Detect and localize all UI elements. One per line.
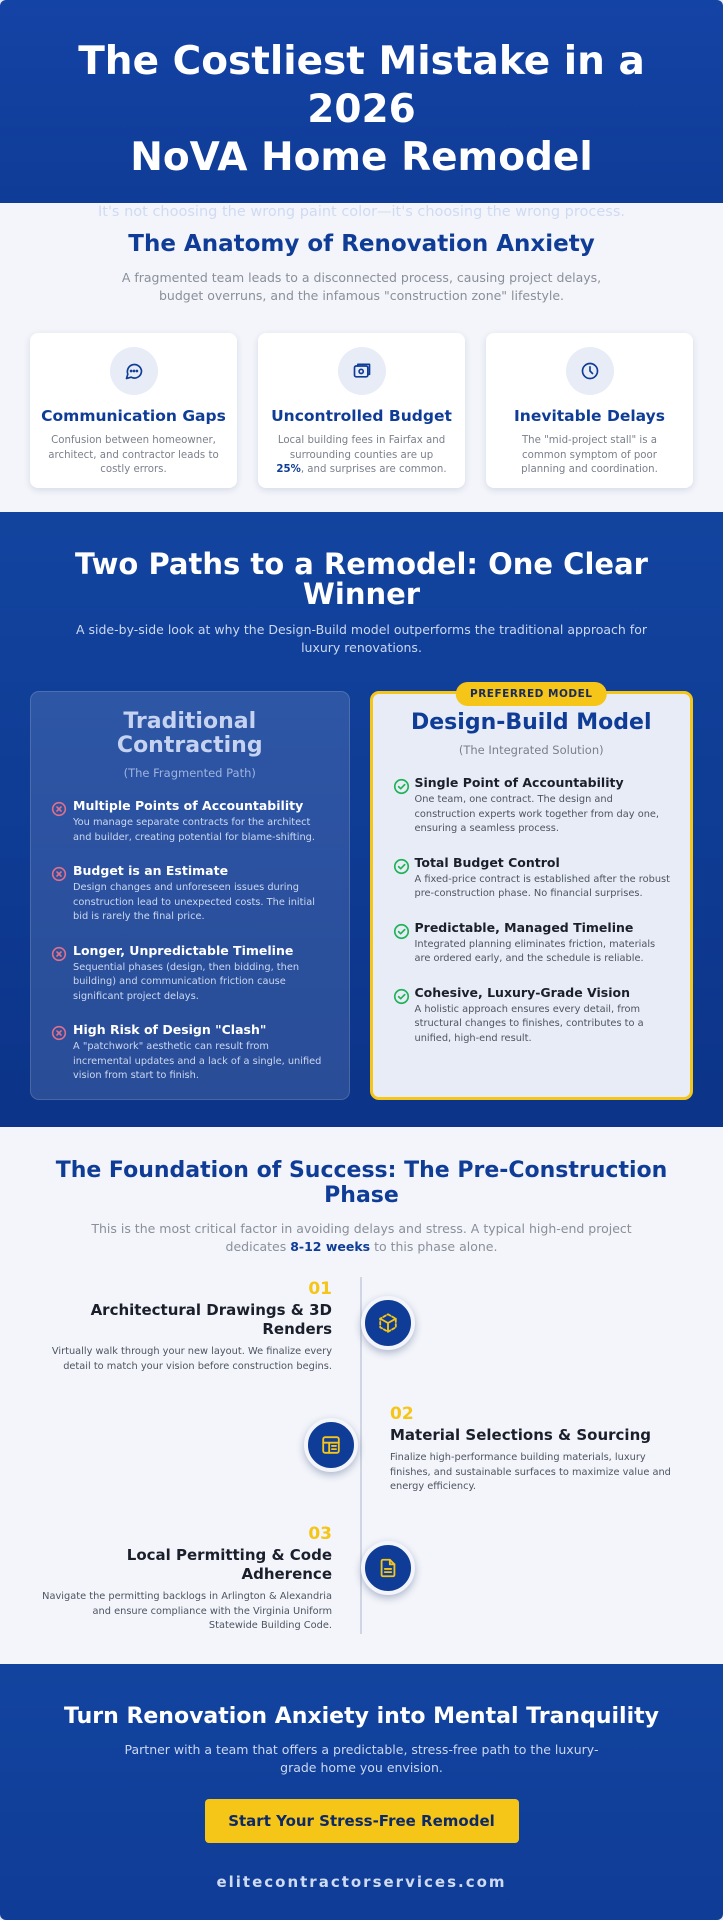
item-title: Total Budget Control: [414, 854, 560, 870]
traditional-column: [30, 691, 350, 1100]
paths-title: Two Paths to a Remodel: One Clear Winner: [75, 547, 648, 611]
design-build-subtitle: (The Integrated Solution): [458, 743, 604, 757]
x-circle-icon: [51, 1025, 73, 1084]
x-circle-icon: [51, 866, 73, 925]
x-circle-icon: [51, 801, 73, 845]
hero-subtitle: It's not choosing the wrong paint color—it's choosing the wrong process.: [97, 204, 625, 220]
item-text: A "patchwork" aesthetic can result from incremental updates and a lack of a single, unified vision from start to finish.: [73, 1041, 322, 1081]
step-text: Finalize high-performance building materials, luxury finishes, and sustainable surfaces to maximize value and energy efficiency.: [390, 1452, 671, 1492]
anxiety-subtitle: A fragmented team leads to a disconnected process, causing project delays, budget overruns, and the infamous "construction zone" lifestyle.: [121, 270, 602, 303]
title-line-2: NoVA Home Remodel: [130, 135, 593, 180]
traditional-subtitle: (The Fragmented Path): [123, 766, 256, 780]
step-title: Local Permitting & Code Adherence: [126, 1546, 332, 1583]
weeks-highlight: 8-12 weeks: [290, 1239, 371, 1254]
card-text: Confusion between homeowner, architect, and contractor leads to costly errors.: [48, 435, 219, 475]
item-title: Single Point of Accountability: [414, 775, 624, 790]
card-text: The "mid-project stall" is a common symptom of poor planning and coordination.: [521, 435, 658, 475]
foundation-subtitle: This is the most critical factor in avoiding delays and stress. A typical high-end project dedicates 8-12 weeks to this phase alone.: [91, 1221, 632, 1254]
item-text: You manage separate contracts for the architect and builder, creating potential for blame-shifting.: [73, 817, 315, 843]
page-title: [0, 38, 723, 182]
cta-subtitle: Partner with a team that offers a predictable, stress-free path to the luxury-grade home you envision.: [124, 1742, 599, 1775]
item-text: A holistic approach ensures every detail, from structural changes to finishes, contributes to a unified, high-end result.: [414, 1003, 644, 1044]
step-text: Navigate the permitting backlogs in Arlington & Alexandria and ensure compliance with the Virginia Uniform Statewide Building Code.: [42, 1591, 332, 1631]
document-icon: [361, 1541, 415, 1595]
timeline-step-2: [390, 1404, 680, 1495]
card-inevitable-delays: [486, 333, 693, 488]
list-item: [393, 985, 671, 1047]
cta-section: [0, 1664, 723, 1920]
list-item: [393, 920, 671, 967]
card-communication-gaps: [30, 333, 237, 488]
card-text: Local building fees in Fairfax and surrounding counties are up 25%, and surprises are common.: [276, 435, 447, 475]
comparison-columns: [0, 688, 723, 1100]
check-circle-icon: [393, 858, 415, 902]
item-title: Predictable, Managed Timeline: [414, 919, 634, 935]
traditional-title: Traditional Contracting: [116, 709, 263, 758]
start-remodel-button[interactable]: Start Your Stress-Free Remodel: [205, 1799, 519, 1843]
item-text: Integrated planning eliminates friction, materials are ordered early, and the schedule is reliable.: [414, 938, 656, 964]
timeline-step-3: [42, 1524, 332, 1634]
check-circle-icon: [393, 778, 415, 837]
item-title: Multiple Points of Accountability: [73, 798, 304, 813]
anxiety-cards: [0, 333, 723, 488]
list-item: [393, 855, 671, 902]
timeline-step-1: [42, 1279, 332, 1374]
list-item: [51, 863, 329, 925]
clock-icon: [566, 347, 614, 395]
chat-bubble-icon: [110, 347, 158, 395]
item-title: Longer, Unpredictable Timeline: [73, 942, 294, 958]
card-uncontrolled-budget: [258, 333, 465, 488]
item-title: Cohesive, Luxury-Grade Vision: [414, 984, 631, 1000]
foundation-section: [0, 1127, 723, 1664]
card-title: Inevitable Delays: [514, 407, 665, 425]
step-title: Architectural Drawings & 3D Renders: [90, 1301, 332, 1338]
card-title: Communication Gaps: [41, 407, 226, 425]
budget-icon: [338, 347, 386, 395]
step-number: 03: [308, 1524, 332, 1544]
step-number: 02: [390, 1404, 414, 1424]
item-title: Budget is an Estimate: [73, 863, 229, 878]
paths-subtitle: A side-by-side look at why the Design-Build model outperforms the traditional approach for luxury renovations.: [75, 622, 647, 655]
paths-section: [0, 512, 723, 1127]
cta-title: Turn Renovation Anxiety into Mental Tranquility: [64, 1704, 659, 1729]
check-circle-icon: [393, 923, 415, 967]
anxiety-section: [0, 203, 723, 512]
list-item: [393, 775, 671, 837]
design-build-column: [370, 688, 694, 1100]
list-item: [51, 943, 329, 1005]
item-text: Sequential phases (design, then bidding, then building) and communication friction cause significant project delays.: [73, 961, 300, 1002]
title-line-1: The Costliest Mistake in a 2026: [78, 39, 645, 132]
website-link[interactable]: elitecontractorservices.com: [216, 1873, 507, 1891]
preferred-badge: PREFERRED MODEL: [456, 682, 606, 706]
item-text: One team, one contract. The design and construction experts work together from day one, ensuring a seamless process.: [414, 794, 660, 834]
layout-icon: [304, 1418, 358, 1472]
check-circle-icon: [393, 988, 415, 1047]
hero-section: [0, 0, 723, 220]
step-text: Virtually walk through your new layout. We finalize every detail to match your vision before construction begins.: [51, 1346, 332, 1372]
design-build-title: Design-Build Model: [411, 710, 652, 735]
list-item: [51, 1022, 329, 1084]
list-item: [51, 798, 329, 845]
cube-3d-icon: [361, 1296, 415, 1350]
x-circle-icon: [51, 946, 73, 1005]
foundation-title: The Foundation of Success: The Pre-Construction Phase: [55, 1158, 668, 1208]
item-text: A fixed-price contract is established after the robust pre-construction phase. No financial surprises.: [414, 873, 670, 899]
card-title: Uncontrolled Budget: [271, 407, 452, 425]
item-title: High Risk of Design "Clash": [73, 1022, 267, 1037]
anxiety-title: The Anatomy of Renovation Anxiety: [128, 231, 595, 257]
step-number: 01: [308, 1279, 332, 1299]
step-title: Material Selections & Sourcing: [390, 1426, 651, 1444]
item-text: Design changes and unforeseen issues during construction lead to unexpected costs. The initial bid is rarely the final price.: [73, 882, 315, 922]
budget-highlight: 25%: [276, 464, 301, 475]
